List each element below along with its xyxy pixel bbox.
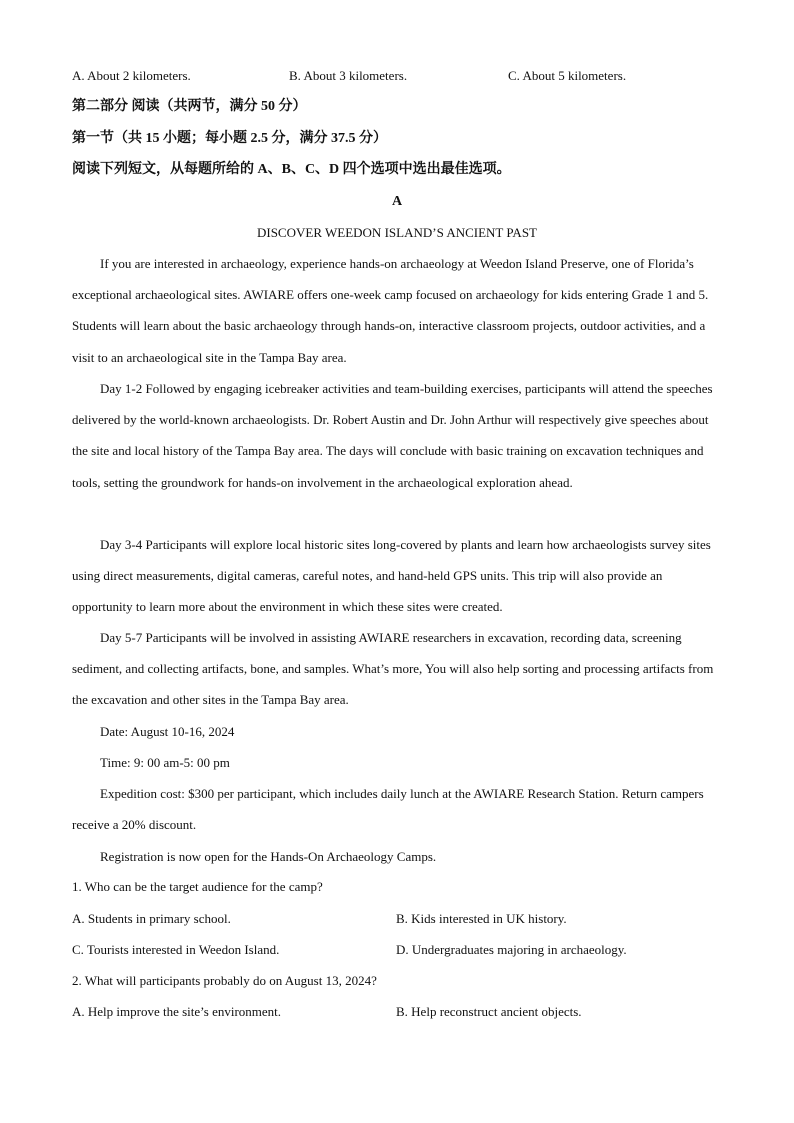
- question-2-option-a: A. Help improve the site’s environment.: [72, 1004, 282, 1019]
- option-b: B. About 3 kilometers.: [289, 68, 408, 83]
- paragraph-day-1-2: Day 1-2 Followed by engaging icebreaker activities and team-building exercises, participants will attend the speeches delivered by the world-known archaeologists. Dr. Robert Austin and Dr. John Arthur will respectively give speeches about the site and local history of the Tampa Bay area. The days will conclude with basic training on excavation techniques and tools, setting the groundwork for hands-on involvement in the archaeological exploration ahead.: [72, 381, 713, 490]
- camp-date: Date: August 10-16, 2024: [100, 724, 235, 739]
- paragraph-day-5-7: Day 5-7 Participants will be involved in assisting AWIARE researchers in excavation, recording data, screening sediment, and collecting artifacts, bone, and samples. What’s more, You will also help sorting and processing artifacts from the excavation and other sites in the Tampa Bay area.: [72, 630, 714, 708]
- question-2-stem: 2. What will participants probably do on August 13, 2024?: [72, 973, 377, 988]
- passage-label: A: [391, 194, 403, 209]
- question-1-option-c: C. Tourists interested in Weedon Island.: [72, 942, 280, 957]
- option-c: C. About 5 kilometers.: [508, 68, 627, 83]
- subsection-title: 第一节（共 15 小题；每小题 2.5 分，满分 37.5 分）: [72, 131, 387, 146]
- instruction: 阅读下列短文，从每题所给的 A、B、C、D 四个选项中选出最佳选项。: [72, 162, 511, 177]
- camp-cost: Expedition cost: $300 per participant, which includes daily lunch at the AWIARE Research Station. Return campers receive a 20% discount.: [72, 786, 704, 833]
- question-1-stem: 1. Who can be the target audience for the camp?: [72, 879, 323, 894]
- question-2-option-b: B. Help reconstruct ancient objects.: [396, 1004, 582, 1019]
- registration-note: Registration is now open for the Hands-On Archaeology Camps.: [100, 849, 437, 864]
- question-1-option-b: B. Kids interested in UK history.: [396, 911, 567, 926]
- part-title: 第二部分 阅读（共两节，满分 50 分）: [72, 99, 307, 114]
- camp-time: Time: 9: 00 am-5: 00 pm: [100, 755, 230, 770]
- question-1-option-a: A. Students in primary school.: [72, 911, 231, 926]
- option-a: A. About 2 kilometers.: [72, 68, 191, 83]
- paragraph-intro: If you are interested in archaeology, experience hands-on archaeology at Weedon Island Preserve, one of Florida’s exceptional archaeological sites. AWIARE offers one-week camp focused on archaeology for kids entering Grade 1 and 5. Students will learn about the basic archaeology through hands-on, interactive classroom projects, outdoor activities, and a visit to an archaeological site in the Tampa Bay area.: [72, 256, 709, 365]
- question-1-option-d: D. Undergraduates majoring in archaeology.: [396, 942, 627, 957]
- paragraph-day-3-4: Day 3-4 Participants will explore local historic sites long-covered by plants and learn how archaeologists survey sites using direct measurements, digital cameras, careful notes, and hand-held GPS units. This trip will also provide an opportunity to learn more about the environment in which these sites were created.: [72, 537, 711, 615]
- passage-title: DISCOVER WEEDON ISLAND’S ANCIENT PAST: [256, 225, 537, 240]
